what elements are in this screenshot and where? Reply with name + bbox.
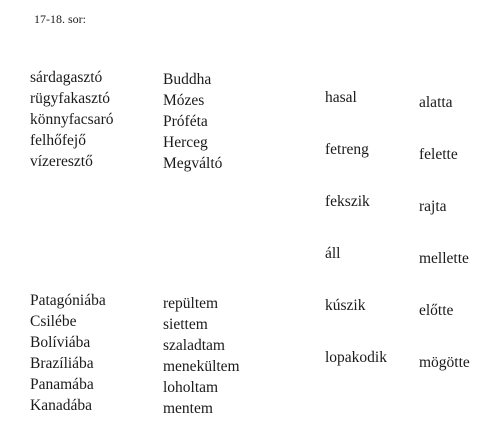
compound-words-column	[30, 67, 114, 172]
list-item: Bolíviába	[30, 334, 91, 351]
list-item: Mózes	[163, 92, 205, 109]
list-item: fekszik	[325, 193, 370, 210]
list-item: Herceg	[163, 134, 208, 151]
list-item: fetreng	[325, 141, 369, 158]
list-item: áll	[325, 245, 341, 262]
list-item: Próféta	[163, 113, 208, 130]
list-item: vízeresztő	[30, 153, 93, 170]
list-item: könnyfacsaró	[30, 111, 114, 128]
list-item: rügyfakasztó	[30, 90, 111, 107]
list-item: Patagóniába	[30, 292, 106, 309]
list-item: Csilébe	[30, 313, 77, 330]
list-item: mögötte	[419, 354, 470, 371]
list-item: repültem	[163, 295, 219, 312]
list-item: mentem	[163, 400, 213, 417]
list-item: loholtam	[163, 379, 219, 396]
list-item: Panamába	[30, 376, 94, 393]
list-item: Buddha	[163, 71, 212, 88]
list-item: siettem	[163, 316, 208, 333]
list-item: felhőfejő	[30, 132, 86, 149]
list-item: lopakodik	[325, 349, 387, 366]
places-column	[30, 290, 106, 416]
list-item: mellette	[419, 250, 469, 267]
list-item: alatta	[419, 94, 453, 111]
list-item: szaladtam	[163, 337, 225, 354]
list-item: rajta	[419, 198, 447, 215]
names-column	[163, 69, 222, 174]
list-item: menekültem	[163, 358, 240, 375]
list-item: hasal	[325, 89, 357, 106]
list-item: felette	[419, 146, 458, 163]
prepositions-column	[419, 93, 470, 405]
list-item: Kanadába	[30, 397, 92, 414]
list-item: Megváltó	[163, 155, 223, 172]
list-item: kúszik	[325, 297, 366, 314]
list-item: Brazíliába	[30, 355, 94, 372]
list-item: előtte	[419, 302, 454, 319]
list-item: sárdagasztó	[30, 69, 103, 86]
motion-verbs-column	[163, 293, 240, 419]
page-heading: 17-18. sor:	[34, 12, 86, 26]
posture-verbs-column	[325, 88, 387, 400]
